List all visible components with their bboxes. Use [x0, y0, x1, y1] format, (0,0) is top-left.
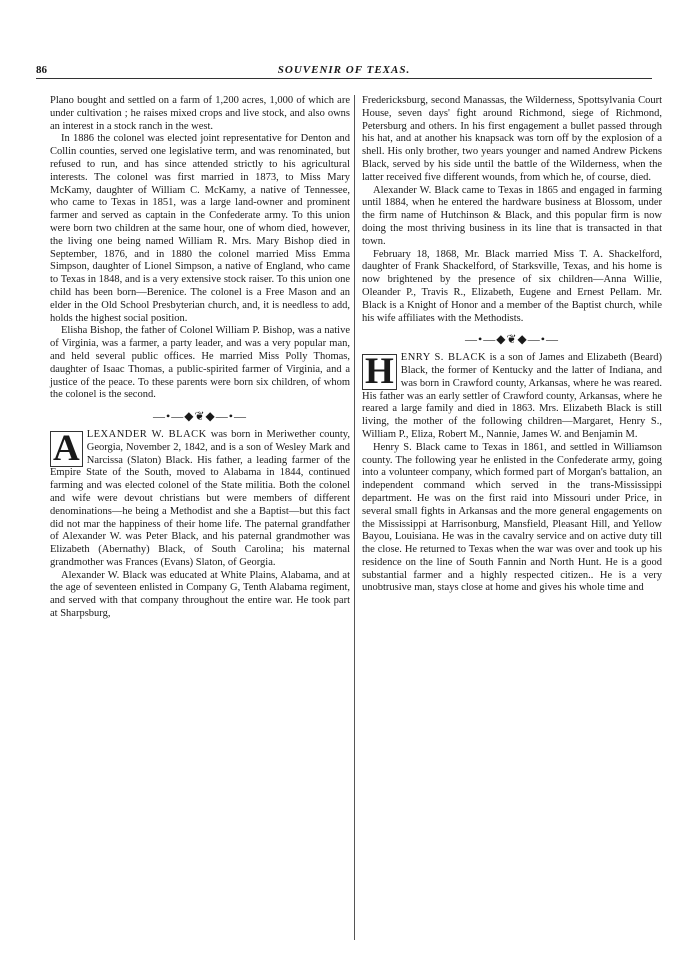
biography-henry-black	[362, 352, 662, 595]
right-column	[362, 95, 662, 595]
paragraph: Alexander W. Black came to Texas in 1865 and engaged in farming until 1884, when he entered the hardware business at Blossom, under the firm name of Hutchinson & Black, and this popular firm is now doing the most thriving business in its line that is transacted in that town.	[362, 184, 662, 247]
left-column	[50, 95, 350, 621]
page-number: 86	[36, 64, 47, 76]
header-rule	[36, 78, 652, 79]
running-head: SOUVENIR OF TEXAS.	[277, 64, 411, 76]
paragraph: Fredericksburg, second Manassas, the Wilderness, Spottsylvania Court House, seven days' fight around Richmond, siege of Richmond, Petersburg and others. In his first engagement a bullet passed through his hat, and at another his knapsack was torn off by the explosion of a shell. His only brother, two years younger and named Andrew Pickens Black, served by his side until the battle of the Wilderness, when the latter received five different wounds, from which he, of course, died.	[362, 95, 662, 183]
column-divider	[354, 95, 355, 940]
biography-alexander-black	[50, 429, 350, 621]
paragraph: February 18, 1868, Mr. Black married Miss T. A. Shackelford, daughter of Frank Shackelford, of Starksville, Texas, and his home is now brightened by the presence of six children—Anna Willie, Oleander P., Travis R., Elizabeth, Eugene and Ernest Pellam. Mr. Black is a Knight of Honor and a member of the Baptist church, while his wife affiliates with the Methodists.	[362, 248, 662, 324]
paragraph: Henry S. Black came to Texas in 1861, and settled in Williamson county. The following year he enlisted in the Confederate army, going into a volunteer company, which formed part of Morgan's battalion, an independent command which served in the trans-Mississippi department. He was on the first raid into Missouri under Price, in several small fights in Arkansas and the more general engagements on the Mississippi at Harrisonburg, Mansfield, Pleasant Hill, and Yellow Bayou, Louisiana. He was in the cavalry service and on active duty till the close. He returned to Texas when the war was over and took up his residence on the line of South Fannin and North Hunt. He is a good substantial farmer and a highly respected citizen.. He is a very unobtrusive man, stays close at home and gives his whole time and	[362, 441, 662, 594]
paragraph: Elisha Bishop, the father of Colonel William P. Bishop, was a native of Virginia, was a farmer, a party leader, and was a very popular man, and held several public offices. He married Miss Polly Thomas, daughter of Isaac Thomas, a public-spirited farmer of Virginia, and a justice of the peace. To these parents were born six children, of whom the colonel is the second.	[50, 325, 350, 401]
paragraph: In 1886 the colonel was elected joint representative for Denton and Collin counties, served one legislative term, and was renominated, but refused to run, and has since attended strictly to his agricultural interests. The colonel was first married in 1873, to Miss Mary McKamy, daughter of William C. McKamy, a native of Tennessee, who came to Texas in 1851, was a large land-owner and prominent farmer and served as captain in the Confederate army. To this union were born two children at the same hour, one of whom died, however, the living one being named William R. Mrs. Mary Bishop died in September, 1876, and in 1880 the colonel married Miss Emma Simpson, daughter of Lionel Simpson, a native of England, who came to Texas in 1848, and is a very extensive stock raiser. To this union one child has been born—Berenice. The colonel is a Free Mason and an elder in the Old School Presbyterian church, and, it is needless to add, holds the highest social position.	[50, 133, 350, 324]
page-header	[36, 64, 652, 78]
paragraph: Plano bought and settled on a farm of 1,200 acres, 1,000 of which are under cultivation ; he raises mixed crops and live stock, and also owns an interest in a stock ranch in the west.	[50, 95, 350, 132]
section-ornament: —•—◆❦◆—•—	[465, 332, 559, 347]
paragraph: was born in Meriwether county, Georgia, November 2, 1842, and is a son of Wesley Mark and Narcissa (Slaton) Black. His father, a leading farmer of the Empire State of the South, moved to Alabama in 1844, continued farming and was elected colonel of the State militia. Both the colonel and wife were devout christians but were members of different denominations—he being a Methodist and she a Baptist—but this fact did not mar the happiness of their home life. The paternal grandfather of Alexander W. was Peter Black, and his paternal grandmother was Elizabeth (Abernathy) Black, of South Carolina; his maternal grandmother was Frances (Evans) Slaton, of Georgia.	[50, 428, 351, 568]
paragraph: Alexander W. Black was educated at White Plains, Alabama, and at the age of seventeen enlisted in Company G, Tenth Alabama regiment, and served with that company throughout the entire war. He took part at Sharpsburg,	[50, 569, 350, 620]
drop-cap: A	[50, 431, 83, 467]
biography-name: ENRY S. BLACK	[400, 352, 487, 364]
paragraph: is a son of James and Elizabeth (Beard) Black, the former of Kentucky and the latter of Indiana, and was born in Crawford county, Arkansas, where he was reared. His father was an early settler of Crawford county, Arkansas, where he reared a large family and died in 1863. Mrs. Elizabeth Black is still living, the mother of the following children—Margaret, Henry S., William P., Eliza, Robert M., Nannie, James W. and Benjamin M.	[362, 352, 663, 440]
drop-cap: H	[362, 354, 397, 390]
biography-name: LEXANDER W. BLACK	[86, 428, 207, 440]
section-ornament: —•—◆❦◆—•—	[153, 409, 247, 424]
